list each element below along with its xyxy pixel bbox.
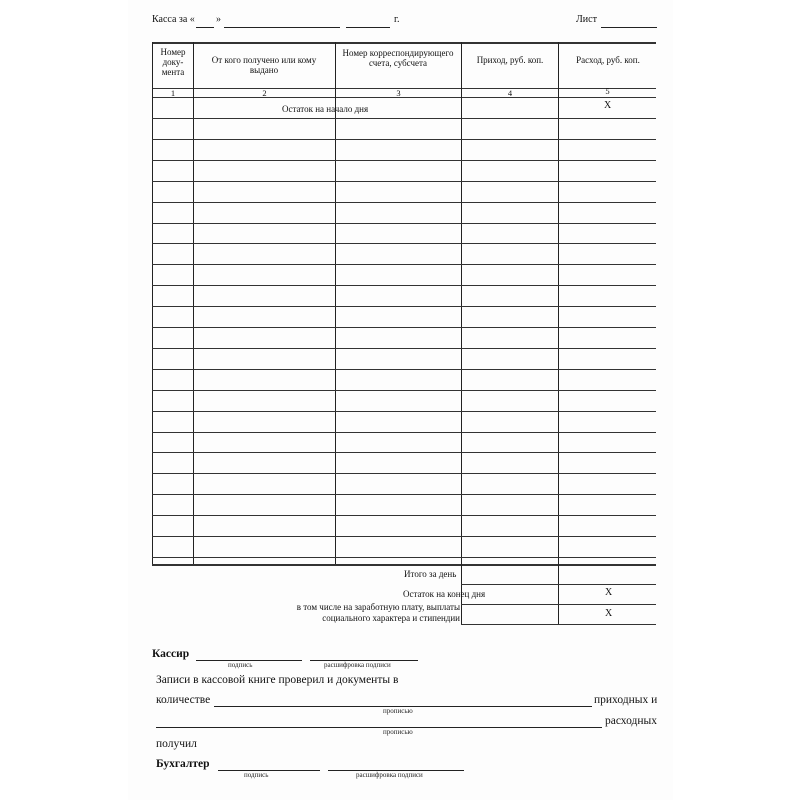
col-border-1 [193,42,194,564]
day-blank [196,27,214,28]
table-row-line [152,515,656,516]
closing-balance-x: X [605,587,613,598]
table-row-line [152,411,656,412]
table-row-line [152,223,656,224]
incoming-label: приходных и [594,694,658,706]
including-label: в том числе на заработную плату, выплаты социального характера и стипендии [296,602,460,623]
month-blank [224,27,340,28]
col-border-0 [152,42,153,564]
quote-close: » [216,14,221,25]
col-number-3: 3 [396,88,401,98]
table-row-line [152,202,656,203]
table-row-line [152,285,656,286]
opening-balance-x: X [604,100,612,111]
table-row-line [152,243,656,244]
table-row-line [152,327,656,328]
summary-line-1 [461,584,656,585]
table-row-line [152,160,656,161]
year-suffix: г. [394,14,400,25]
table-row-line [152,432,656,433]
outgoing-label: расходных [605,715,658,727]
outgoing-count-line[interactable] [156,727,602,728]
year-blank [346,27,390,28]
table-row-line [152,452,656,453]
kassa-label: Касса за « [152,14,195,25]
col-border-2 [335,42,336,564]
table-row-line [152,118,656,119]
accountant-signature-caption: подпись [244,771,269,779]
table-row-line [152,139,656,140]
sheet-blank [601,27,657,28]
table-row-line [152,473,656,474]
day-total-label: Итого за день [404,569,457,579]
col-number-5: 5 [605,86,610,96]
checked-text: Записи в кассовой книге проверил и документы в [156,674,399,686]
table-row-line [152,390,656,391]
col-header-2: От кого получено или кому выдано [211,55,317,75]
accountant-signature-line[interactable] [218,770,320,771]
table-row-line [152,306,656,307]
closing-balance-label: Остаток на конец дня [403,589,486,599]
including-x: X [605,608,613,619]
table-row-line [152,557,656,558]
cashier-decode-caption: расшифровка подписи [324,661,391,669]
table-row-line [152,494,656,495]
table-top-border [152,42,656,44]
col-header-5: Расход, руб. коп. [576,55,640,65]
sheet-label: Лист [576,14,597,25]
table-row-line [152,369,656,370]
col-header-3: Номер корреспондирующего счета, субсчета [342,48,454,68]
outgoing-words-caption: прописью [383,728,413,736]
summary-line-2 [461,604,656,605]
cashier-label: Кассир [152,648,190,660]
table-row-line [152,348,656,349]
col-number-2: 2 [262,88,267,98]
incoming-words-caption: прописью [383,707,413,715]
table-bottom-border [152,564,656,566]
summary-line-3 [461,624,656,625]
received-label: получил [156,738,197,750]
table-row-line [152,181,656,182]
accountant-decode-caption: расшифровка подписи [356,771,423,779]
table-row-line [152,536,656,537]
table-row-line [152,264,656,265]
quantity-label: количестве [156,694,211,706]
opening-balance-label: Остаток на начало дня [282,104,369,114]
accountant-label: Бухгалтер [156,758,210,770]
col-header-4: Приход, руб. коп. [476,55,544,65]
col-header-1: Номер доку-мента [160,47,186,77]
col-number-1: 1 [170,88,176,98]
col-number-4: 4 [507,88,513,98]
cashier-signature-caption: подпись [228,661,253,669]
